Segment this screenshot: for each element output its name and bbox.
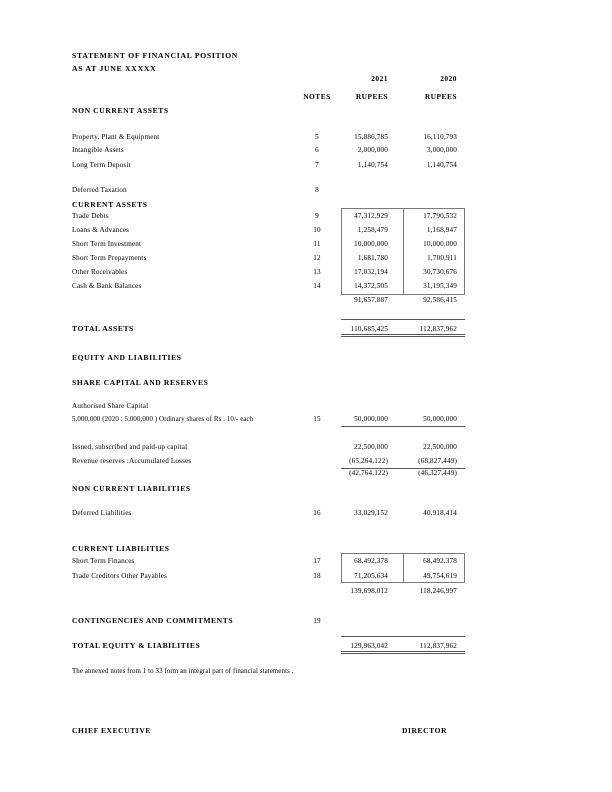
column-header-currency: [72, 92, 466, 105]
section-current-assets-label: CURRENT ASSETS: [72, 200, 148, 209]
row-label-paid-up-capital: Issued, subscribed and paid-up capital: [72, 443, 188, 451]
row-note-loans-advances: 10: [313, 226, 321, 234]
row-value-2021-loans-advances: 1,258,479: [357, 226, 388, 234]
row-note-other-receivables: 13: [313, 268, 321, 276]
row-value-2021-authorised-detail: 50,000,000: [354, 415, 388, 423]
row-note-long-term-deposit: 7: [315, 161, 319, 169]
total-equity-liabilities-rule-bottom: [341, 651, 465, 654]
row-value-2020-paid-up-capital: 22,500,000: [423, 443, 457, 451]
document-subtitle-text: AS AT JUNE XXXXX: [72, 64, 157, 73]
row-note-trade-debts: 9: [315, 212, 319, 220]
table-row: [72, 226, 466, 239]
table-row: [72, 240, 466, 253]
row-value-2020-short-term-prepayments: 1,700,911: [427, 254, 457, 262]
column-header-notes: NOTES: [303, 92, 331, 101]
row-value-2021-other-receivables: 17,032,194: [354, 268, 388, 276]
row-value-2020-intangible: 3,000,000: [426, 146, 457, 154]
row-value-2021-revenue-reserves: (65,264,122): [349, 457, 388, 465]
row-value-2020-current-assets-total: 92,586,415: [423, 296, 457, 304]
table-row: [72, 146, 466, 159]
section-share-capital-label: SHARE CAPITAL AND RESERVES: [72, 378, 209, 387]
document-title: [72, 51, 466, 64]
row-label-deferred-taxation: Deferred Taxation: [72, 186, 127, 194]
table-row: [72, 509, 466, 522]
table-row: [72, 133, 466, 146]
row-value-2021-deferred-liabilities: 33,029,152: [354, 509, 388, 517]
row-label-deferred-liabilities: Deferred Liabilities: [72, 509, 132, 517]
row-note-cash-bank-balances: 14: [313, 282, 321, 290]
annexed-notes-label: The annexed notes from 1 to 33 form an integral part of financial statements .: [72, 668, 294, 675]
row-value-2021-paid-up-capital: 22,500,000: [354, 443, 388, 451]
row-value-2021-short-term-investment: 10,000,000: [354, 240, 388, 248]
row-value-2021-short-term-finances: 68,492,378: [354, 557, 388, 565]
table-row: [72, 161, 466, 174]
row-value-2020-loans-advances: 1,168,947: [426, 226, 457, 234]
row-note-intangible: 6: [315, 146, 319, 154]
section-share-capital-and-reserves: [72, 378, 466, 391]
row-label-short-term-finances: Short Term Finances: [72, 557, 135, 565]
row-value-2021-ppe: 15,886,785: [354, 133, 388, 141]
row-label-trade-debts: Trade Debts: [72, 212, 109, 220]
row-note-trade-creditors: 18: [313, 572, 321, 580]
row-label-trade-creditors: Trade Creditors Other Payables: [72, 572, 168, 580]
annexed-notes-text: [72, 668, 466, 681]
table-row: [72, 212, 466, 225]
row-value-2020-equity-total: (46,327,449): [418, 469, 457, 477]
section-non-current-assets-label: NON CURRENT ASSETS: [72, 106, 169, 115]
section-current-liabilities: [72, 544, 466, 557]
row-value-2021-trade-debts: 47,312,929: [354, 212, 388, 220]
row-note-deferred-taxation: 8: [315, 186, 319, 194]
table-row: [72, 443, 466, 456]
row-value-2020-cash-bank-balances: 31,195,349: [423, 282, 457, 290]
section-non-current-liabilities-label: NON CURRENT LIABILITIES: [72, 484, 191, 493]
row-value-2021-long-term-deposit: 1,140,754: [357, 161, 388, 169]
row-value-2020-revenue-reserves: (68,827,449): [418, 457, 457, 465]
row-label-total-equity-liabilities: TOTAL EQUITY & LIABILITIES: [72, 641, 201, 650]
table-row: [72, 254, 466, 267]
authorised-capital-rule: [341, 426, 465, 427]
table-row-subtotal: [72, 587, 466, 600]
document-title-text: STATEMENT OF FINANCIAL POSITION: [72, 51, 239, 60]
row-value-2020-current-liabilities-total: 118,246,997: [419, 587, 457, 595]
row-value-2021-total-assets: 110,685,425: [350, 325, 388, 333]
row-value-2021-total-equity-liabilities: 129,963,042: [350, 642, 388, 650]
table-row-contingencies: [72, 616, 466, 629]
row-note-ppe: 5: [315, 133, 319, 141]
row-note-deferred-liabilities: 16: [313, 509, 321, 517]
row-label-cash-bank-balances: Cash & Bank Balances: [72, 282, 142, 290]
section-non-current-assets: [72, 106, 466, 119]
row-note-contingencies: 19: [313, 617, 321, 625]
row-value-2020-trade-creditors: 49,754,619: [423, 572, 457, 580]
subsection-authorised-share-capital: [72, 402, 466, 415]
section-equity-and-liabilities-label: EQUITY AND LIABILITIES: [72, 353, 182, 362]
row-label-loans-advances: Loans & Advances: [72, 226, 130, 234]
row-value-2021-cash-bank-balances: 14,372,505: [354, 282, 388, 290]
row-note-short-term-investment: 11: [313, 240, 321, 248]
table-row: [72, 282, 466, 295]
section-current-liabilities-label: CURRENT LIABILITIES: [72, 544, 170, 553]
row-value-2020-ppe: 16,110,793: [423, 133, 457, 141]
signature-chief-executive: CHIEF EXECUTIVE: [72, 726, 151, 735]
column-header-rupees-2020: RUPEES: [424, 92, 457, 101]
row-value-2020-short-term-finances: 68,492,378: [423, 557, 457, 565]
column-header-years: [72, 74, 466, 87]
row-value-2020-other-receivables: 30,730,676: [423, 268, 457, 276]
table-row: [72, 557, 466, 570]
row-note-short-term-prepayments: 12: [313, 254, 321, 262]
row-label-revenue-reserves: Revenue reserves :Accumulated Losses: [72, 457, 192, 465]
row-label-intangible: Intangible Assets: [72, 146, 124, 154]
section-equity-and-liabilities: [72, 353, 466, 366]
row-note-authorised-detail: 15: [313, 415, 321, 423]
row-value-2020-long-term-deposit: 1,140,754: [426, 161, 457, 169]
row-note-short-term-finances: 17: [313, 557, 321, 565]
row-value-2021-current-liabilities-total: 139,698,012: [350, 587, 388, 595]
row-value-2021-short-term-prepayments: 1,681,780: [357, 254, 388, 262]
table-row-subtotal: [72, 469, 466, 482]
table-row: [72, 572, 466, 585]
row-value-2020-total-equity-liabilities: 112,837,962: [419, 642, 457, 650]
row-label-short-term-prepayments: Short Term Prepayments: [72, 254, 147, 262]
row-label-authorised-detail: 5,000,000 (2020 : 5,000,000 ) Ordinary shares of Rs . 10/- each: [72, 416, 254, 423]
column-header-2021: 2021: [371, 74, 388, 83]
row-value-2020-trade-debts: 17,790,532: [423, 212, 457, 220]
total-assets-rule-bottom: [341, 334, 465, 337]
row-label-contingencies: CONTINGENCIES AND COMMITMENTS: [72, 616, 234, 625]
row-value-2021-intangible: 2,000,000: [357, 146, 388, 154]
total-assets-rule-top: [341, 319, 465, 320]
row-label-other-receivables: Other Receivables: [72, 268, 128, 276]
row-label-long-term-deposit: Long Term Deposit: [72, 161, 131, 169]
row-label-ppe: Property, Plant & Equipment: [72, 133, 160, 141]
row-label-short-term-investment: Short Term Investment: [72, 240, 142, 248]
row-value-2020-short-term-investment: 10,000,000: [423, 240, 457, 248]
column-header-2020: 2020: [440, 74, 457, 83]
section-non-current-liabilities: [72, 484, 466, 497]
row-value-2020-deferred-liabilities: 40,918,414: [423, 509, 457, 517]
row-value-2020-authorised-detail: 50,000,000: [423, 415, 457, 423]
row-value-2021-equity-total: (42,764,122): [349, 469, 388, 477]
table-row-subtotal: [72, 296, 466, 309]
table-row: [72, 268, 466, 281]
column-header-rupees-2021: RUPEES: [355, 92, 388, 101]
row-value-2020-total-assets: 112,837,962: [419, 325, 457, 333]
authorised-share-capital-label: Authorised Share Capital: [72, 402, 149, 410]
row-value-2021-current-assets-total: 91,657,887: [354, 296, 388, 304]
table-row: [72, 186, 466, 199]
row-value-2021-trade-creditors: 71,205,634: [354, 572, 388, 580]
row-label-total-assets: TOTAL ASSETS: [72, 324, 134, 333]
total-equity-liabilities-rule-top: [341, 636, 465, 637]
signature-director: DIRECTOR: [402, 726, 448, 735]
